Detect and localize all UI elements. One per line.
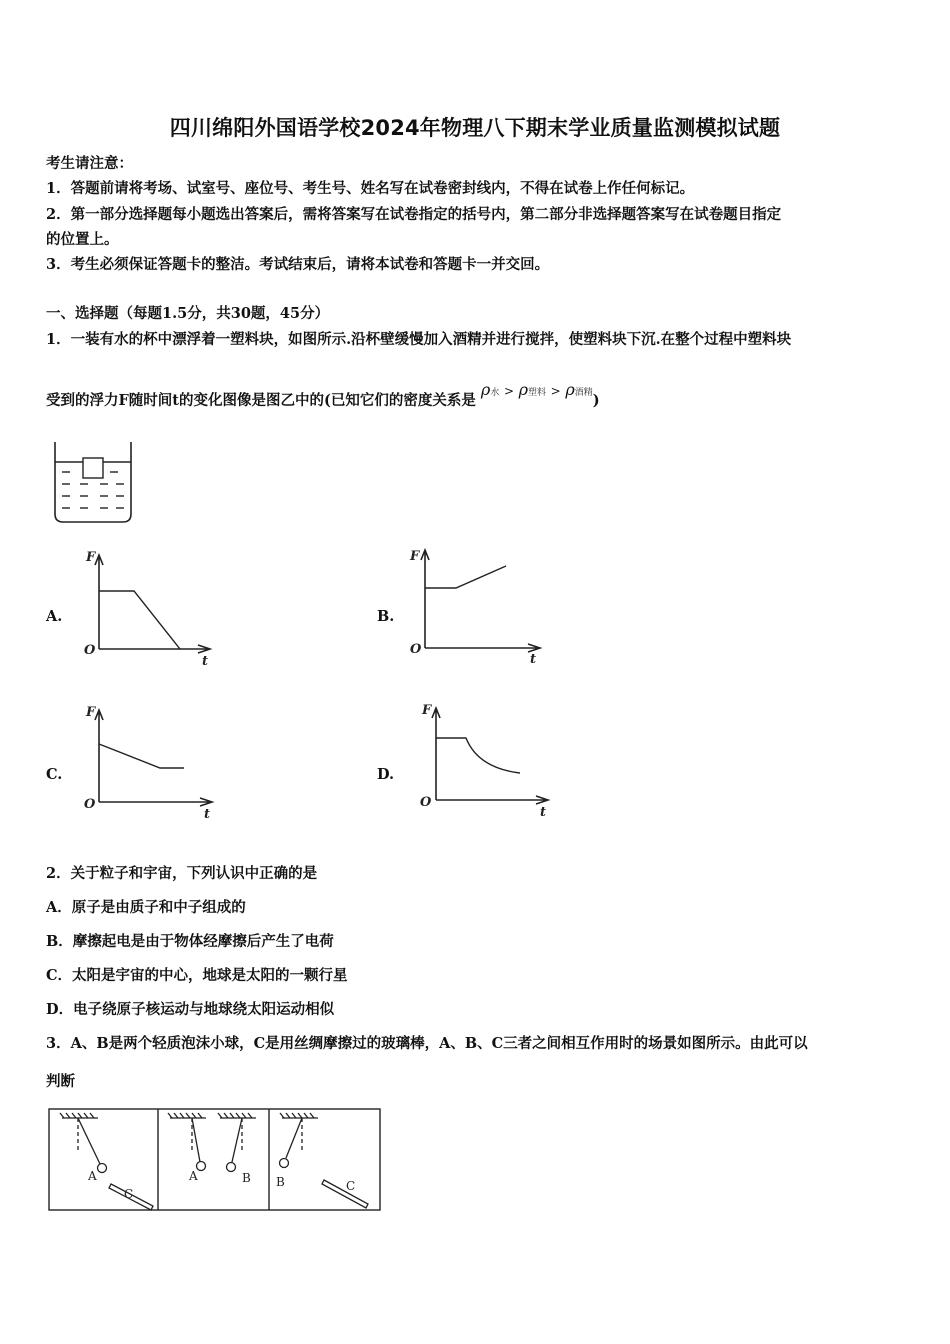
fig-label-c-1: C [124, 1187, 134, 1201]
graph-b-origin: O [410, 642, 422, 657]
graph-a-axis-f: F [86, 550, 96, 565]
fig-label-b-3: B [276, 1175, 285, 1189]
fig-label-b-2: B [242, 1171, 251, 1185]
graph-a [80, 545, 220, 670]
graph-c [80, 700, 220, 825]
graph-c-origin: O [84, 797, 96, 812]
beaker-figure [50, 438, 140, 528]
greater-than-2: > [550, 384, 561, 398]
question-2-option-d: D．电子绕原子核运动与地球绕太阳运动相似 [46, 1001, 335, 1018]
question-2-option-c: C．太阳是宇宙的中心，地球是太阳的一颗行星 [46, 967, 348, 984]
rho-sub-plastic: 塑料 [528, 388, 547, 398]
fig-label-c-3: C [346, 1179, 356, 1193]
close-paren: ) [592, 392, 600, 409]
question-1-line-2-text: 受到的浮力F随时间t的变化图像是图乙中的(已知它们的密度关系是 [46, 392, 476, 409]
option-a-label: A. [46, 608, 63, 625]
graph-d-axis-t: t [540, 805, 547, 820]
graph-a-origin: O [84, 643, 96, 658]
question-3-line-1: 3．A、B是两个轻质泡沫小球，C是用丝绸摩擦过的玻璃棒，A、B、C三者之间相互作用时的场景如图所示。由此可以 [46, 1035, 808, 1052]
graph-a-axis-t: t [202, 654, 209, 669]
option-b-label: B. [377, 608, 395, 625]
notice-item-1: 1．答题前请将考场、试室号、座位号、考生号、姓名写在试卷密封线内，不得在试卷上作任何标记。 [46, 180, 695, 197]
rho-sub-water: 水 [490, 388, 500, 398]
graph-c-axis-t: t [204, 807, 211, 822]
greater-than-1: > [503, 384, 515, 398]
graph-c-axis-f: F [86, 705, 96, 720]
graph-b-axis-t: t [530, 652, 537, 667]
graph-d [418, 698, 558, 823]
graph-d-axis-f: F [422, 703, 432, 718]
rho-symbol-water: ρ [480, 380, 491, 399]
question-3-line-2: 判断 [46, 1073, 75, 1090]
question-1-line-2 [46, 380, 600, 410]
option-c-label: C. [46, 766, 63, 783]
notice-heading: 考生请注意： [46, 155, 133, 172]
fig-label-a-2: A [189, 1169, 198, 1183]
question-2-stem: 2．关于粒子和宇宙，下列认识中正确的是 [46, 865, 318, 882]
rho-symbol-alcohol: ρ [565, 380, 575, 399]
fig-label-a-1: A [88, 1169, 97, 1183]
question-2-option-a: A．原子是由质子和中子组成的 [46, 899, 246, 916]
density-relation [481, 380, 593, 399]
question-1-line-1: 1．一装有水的杯中漂浮着一塑料块，如图所示.沿杯壁缓慢加入酒精并进行搅拌，使塑料块下沉.在整个过程中塑料块 [46, 331, 792, 348]
page-title: 四川绵阳外国语学校2024年物理八下期末学业质量监测模拟试题 [169, 116, 781, 140]
notice-item-2-cont: 的位置上。 [46, 231, 119, 248]
option-d-label: D. [377, 766, 395, 783]
rho-sub-alcohol: 酒精 [574, 388, 593, 398]
notice-item-2: 2．第一部分选择题每小题选出答案后，需将答案写在试卷指定的括号内，第二部分非选择题答案写在试卷题目指定 [46, 206, 782, 223]
charge-interaction-figure [48, 1108, 382, 1212]
graph-d-origin: O [420, 795, 432, 810]
rho-symbol-plastic: ρ [518, 380, 529, 399]
graph-b [408, 540, 548, 665]
notice-item-3: 3．考生必须保证答题卡的整洁。考试结束后，请将本试卷和答题卡一并交回。 [46, 256, 550, 273]
graph-b-axis-f: F [410, 549, 420, 564]
question-2-option-b: B．摩擦起电是由于物体经摩擦后产生了电荷 [46, 933, 334, 950]
section-heading: 一、选择题（每题1.5分，共30题，45分） [46, 305, 330, 322]
